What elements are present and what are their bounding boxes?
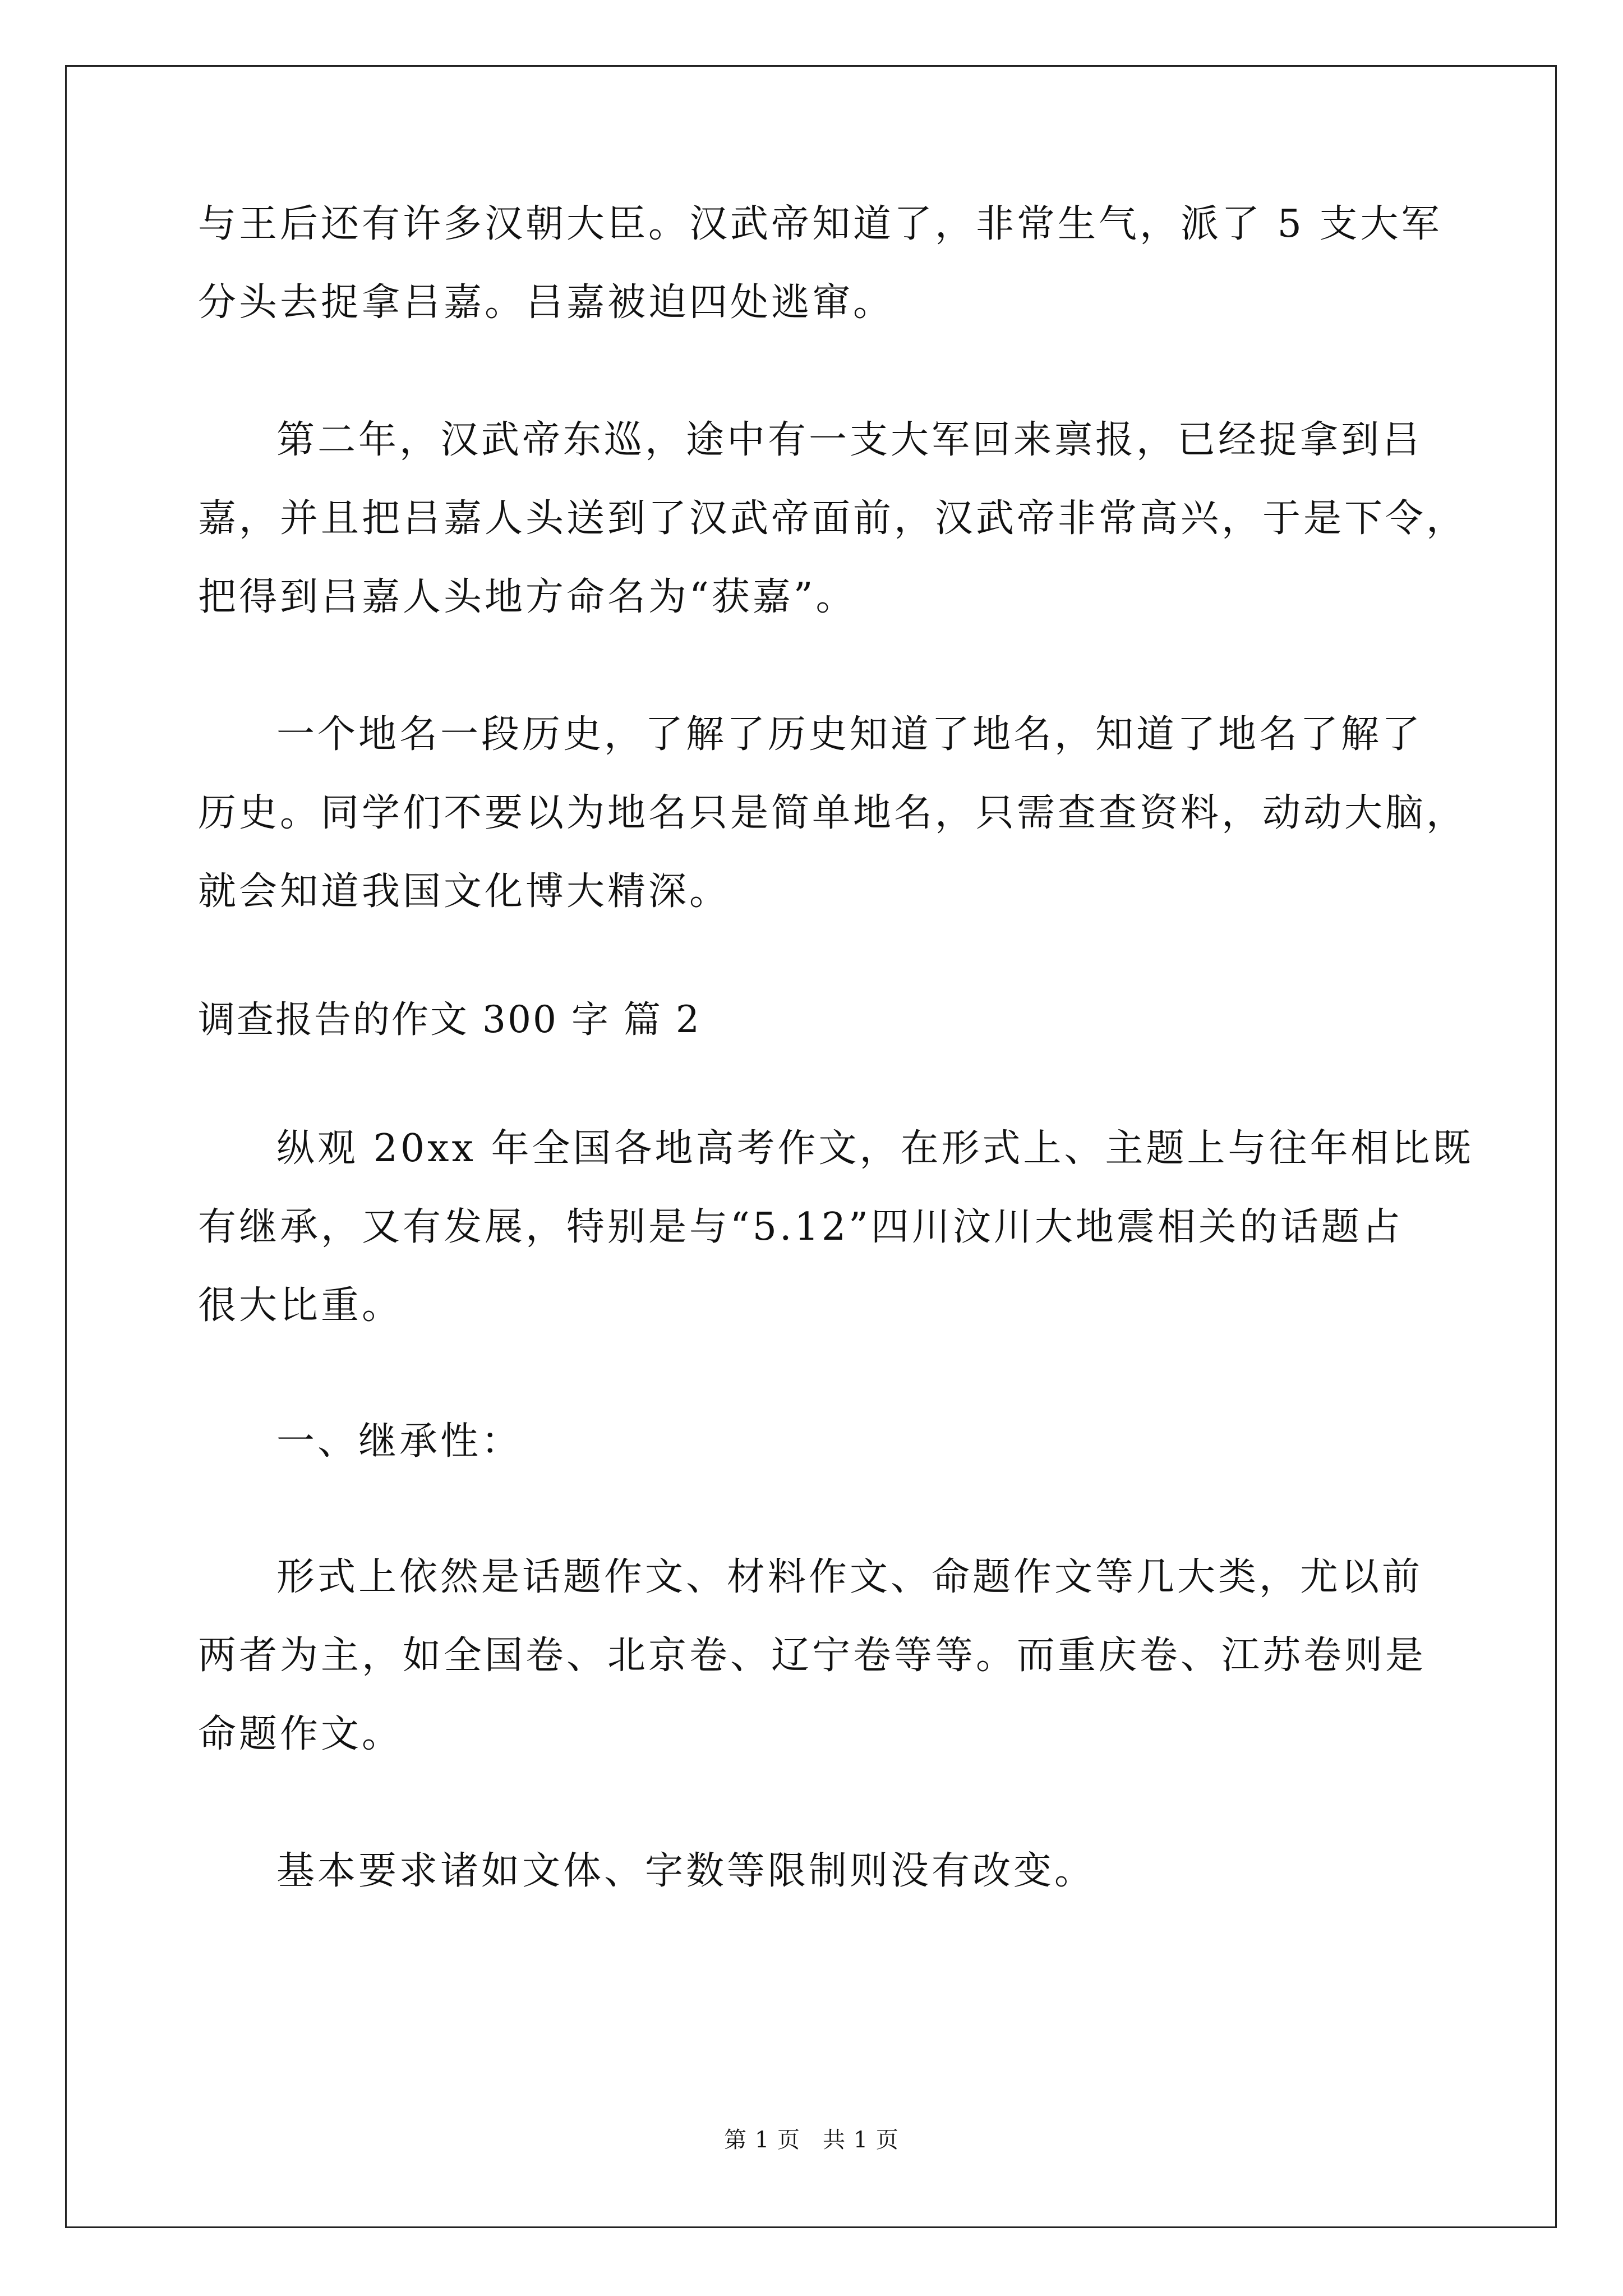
text-line: 两者为主，如全国卷、北京卷、辽宁卷等等。而重庆卷、江苏卷则是 <box>198 1634 1427 1678</box>
paragraph-start-line: 一个地名一段历史，了解了历史知道了地名，知道了地名了解了 <box>276 712 1423 757</box>
text-line: 很大比重。 <box>198 1283 403 1328</box>
paragraph-start-line: 基本要求诸如文体、字数等限制则没有改变。 <box>276 1849 1096 1893</box>
text-line: 嘉，并且把吕嘉人头送到了汉武帝面前，汉武帝非常高兴，于是下令， <box>198 496 1468 541</box>
page-total: 共 1 页 <box>823 2127 899 2153</box>
text-line: 有继承，又有发展，特别是与“5.12”四川汶川大地震相关的话题占 <box>198 1205 1403 1249</box>
paragraph-start-line: 形式上依然是话题作文、材料作文、命题作文等几大类，尤以前 <box>276 1555 1423 1599</box>
text-line: 分头去捉拿吕嘉。吕嘉被迫四处逃窜。 <box>198 280 895 325</box>
text-line: 就会知道我国文化博大精深。 <box>198 869 731 914</box>
page-number: 第 1 页 <box>724 2127 800 2153</box>
text-line: 与王后还有许多汉朝大臣。汉武帝知道了，非常生气，派了 5 支大军 <box>198 202 1442 246</box>
paragraph-start-line: 一、继承性： <box>276 1419 523 1464</box>
text-line: 把得到吕嘉人头地方命名为“获嘉”。 <box>198 575 857 619</box>
text-line: 历史。同学们不要以为地名只是简单地名，只需查查资料，动动大脑， <box>198 791 1468 835</box>
paragraph-start-line: 纵观 20xx 年全国各地高考作文，在形式上、主题上与往年相比既 <box>276 1126 1474 1171</box>
paragraph-start-line: 第二年，汉武帝东巡，途中有一支大军回来禀报，已经捉拿到吕 <box>276 418 1423 462</box>
page-footer <box>0 2122 1623 2154</box>
section-heading: 调查报告的作文 300 字 篇 2 <box>198 998 701 1041</box>
text-line: 命题作文。 <box>198 1712 403 1756</box>
